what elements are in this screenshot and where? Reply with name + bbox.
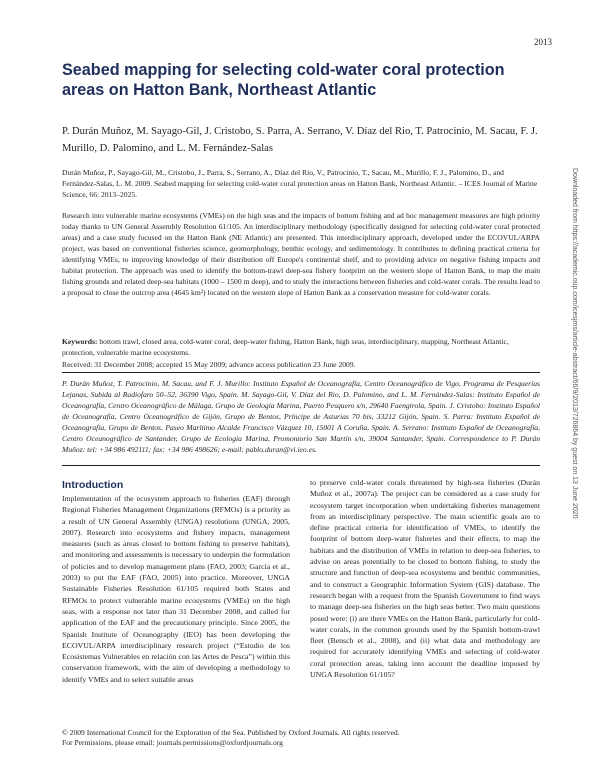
author-list: P. Durán Muñoz, M. Sayago-Gil, J. Cristobo, S. Parra, A. Serrano, V. Díaz del Rio, T. Patrocinio, M. Sacau, F. J. Murillo, D. Palomino, and L. M. Fernández-Salas [62,126,538,154]
article-title: Seabed mapping for selecting cold-water coral protection areas on Hatton Bank, Northeast Atlantic [62,61,505,99]
download-note-text: Downloaded from https://academic.oup.com/icesjms/article-abstract/66/9/2013/726864 by guest on 13 June 2020 [571,168,578,519]
permissions-line: For Permissions, please email: journals.permissions@oxfordjournals.org [62,738,283,747]
download-watermark [569,168,579,728]
section-heading-introduction: Introduction [62,479,124,491]
introduction-right-column: to preserve cold-water corals threatened by high-sea fisheries (Durán Muñoz et al., 2007a). The project can be considered as a case study for ecosystem target incorporation when undertaking fisheries management from an interdisciplinary perspective. The main scientific goals are to define practical criteria for identification of VMEs, to identify the footprint of bottom deep-water fisheries and their effects, to map the habitats and the distribution of VMEs in relation to deep-sea fisheries, to advise on areas potentially to be closed to bottom fishing, to study the structure and function of deep-sea ecosystems and benthic communities, and to construct a Geographic Information System (GIS) database. The research began with a request from the Spanish Government to find ways to manage deep-sea fisheries on the high seas better. Two main questions posed were: (i) are there VMEs on the Hatton Bank, particularly for cold-water corals, in the common grounds used by the Spanish bottom-trawl fleet (Bensch et al., 2008), and (ii) what data and methodology are required for accurately identifying VMEs and selecting of cold-water coral protection areas, taking into account the deadline imposed by UNGA Resolution 61/105? [310,478,540,680]
copyright-line: © 2009 International Council for the Exploration of the Sea. Published by Oxford Journals. All rights reserved. [62,728,400,737]
keywords-text: bottom trawl, closed area, cold-water coral, deep-water fishing, Hatton Bank, high seas, interdisciplinary, mapping, Northeast Atlantic, protection, vulnerable marine ecosystems. [62,337,509,357]
publication-dates: Received: 31 December 2008; accepted 15 May 2009; advance access publication 23 June 2009. [62,360,356,369]
keywords [62,336,540,358]
affiliations: P. Durán Muñoz, T. Patrocinio, M. Sacau, and F. J. Murillo: Instituto Español de Oceanografía, Centro Oceanográfico de Vigo, Programa de Pesquerías Lejanas, Subida al Radiofaro 50–52, 36390 Vigo, Spain. M. Sayago-Gil, V. Díaz del Rio, D. Palomino, and L. M. Fernández-Salas: Instituto Español de Oceanografía, Centro Oceanográfico de Málaga, Grupo de Geología Marina, Puerto Pesquero s/n, 29640 Fuengirola, Spain. J. Cristobo: Instituto Español de Oceanografía, Centro Oceanográfico de Gijón, Grupo de Bentos, Príncipe de Asturias 70 bis, 33212 Gijón, Spain. S. Parra: Instituto Español de Oceanografía, Grupo de Bentos, Paseo Marítimo Alcalde Francisco Vázquez 10, 15001 A Coruña, Spain. A. Serrano: Instituto Español de Oceanografía, Centro Oceanográfico de Santander, Grupo de Ecología Marina, Promontorio San Martín s/n, 39004 Santander, Spain. Correspondence to P. Durán Muñoz: tel: +34 986 492111; fax: +34 986 498626; e-mail: pablo.duran@vi.ieo.es. [62,379,540,454]
introduction-left-column: Implementation of the ecosystem approach to fisheries (EAF) through Regional Fisheries Management Organizations (RFMOs) is a priority as a result of UN General Assembly (UNGA) resolutions (UNGA, 2005, 2007). Research into ecosystems and fishery impacts, management measures (such as areas closed to bottom fishing to preserve habitats), and monitoring and assessments is necessary to underpin the formulation of policies and to develop management plans (FAO, 2003; García et al., 2003) to put the EAF (FAO, 2005) into practice. Moreover, UNGA Sustainable Fisheries Resolution 61/105 required both States and RFMOs to protect vulnerable marine ecosystems (VMEs) on the high seas, with a response not later than 31 December 2008, and called for application of the EAF and the precautionary principle. Since 2005, the Spanish Institute of Oceanography (IEO) has been developing the ECOVUL/ARPA interdisciplinary research project (“Estudio de los Ecosistemas Vulnerables en relación con las Artes de Pesca”) within this conservation framework, with the aim of developing a methodology to identify VMEs and to select suitable areas [62,494,291,684]
citation: Durán Muñoz, P., Sayago-Gil, M., Cristobo, J., Parra, S., Serrano, A., Díaz del Rio, V., Patrocinio, T., Sacau, M., Murillo, F. J., Palomino, D., and Fernández-Salas, L. M. 2009. Seabed mapping for selecting cold-water coral protection areas on Hatton Bank, Northeast Atlantic. – ICES Journal of Marine Science, 66: 2013–2025. [62,168,538,199]
page-number: 2013 [534,37,552,47]
divider [62,372,540,373]
keywords-label: Keywords: [62,337,98,346]
copyright-footer [62,728,540,748]
abstract: Research into vulnerable marine ecosystems (VMEs) on the high seas and the impacts of bottom fishing and ad hoc management measures are high priority today thanks to UN General Assembly Resolution 61/105. An interdisciplinary methodology (specifically designed for selecting cold-water coral protected areas) and a case study focused on the Hatton Bank (NE Atlantic) are presented. This interdisciplinary approach, developed under the ECOVUL/ARPA project, was based on conventional fisheries science, geomorphology, benthic ecology, and sedimentology. It contributes to defining practical criteria for identifying VMEs, to improving knowledge of their distribution off Europe's continental shelf, and to providing advice on negative fishing impacts and habitat protection. The approach was used to identify the bottom-trawl deep-sea fishery footprint on the western slope of Hatton Bank, to map the main fishing grounds and related deep-sea habitats (1000 – 1500 m deep), and to study the interactions between fisheries and cold-water corals. The results lead to a proposal to close the outcrop area (4645 km²) located on the western slope of Hatton Bank as a conservation measure for cold-water corals. [62,211,540,297]
divider [62,465,540,466]
